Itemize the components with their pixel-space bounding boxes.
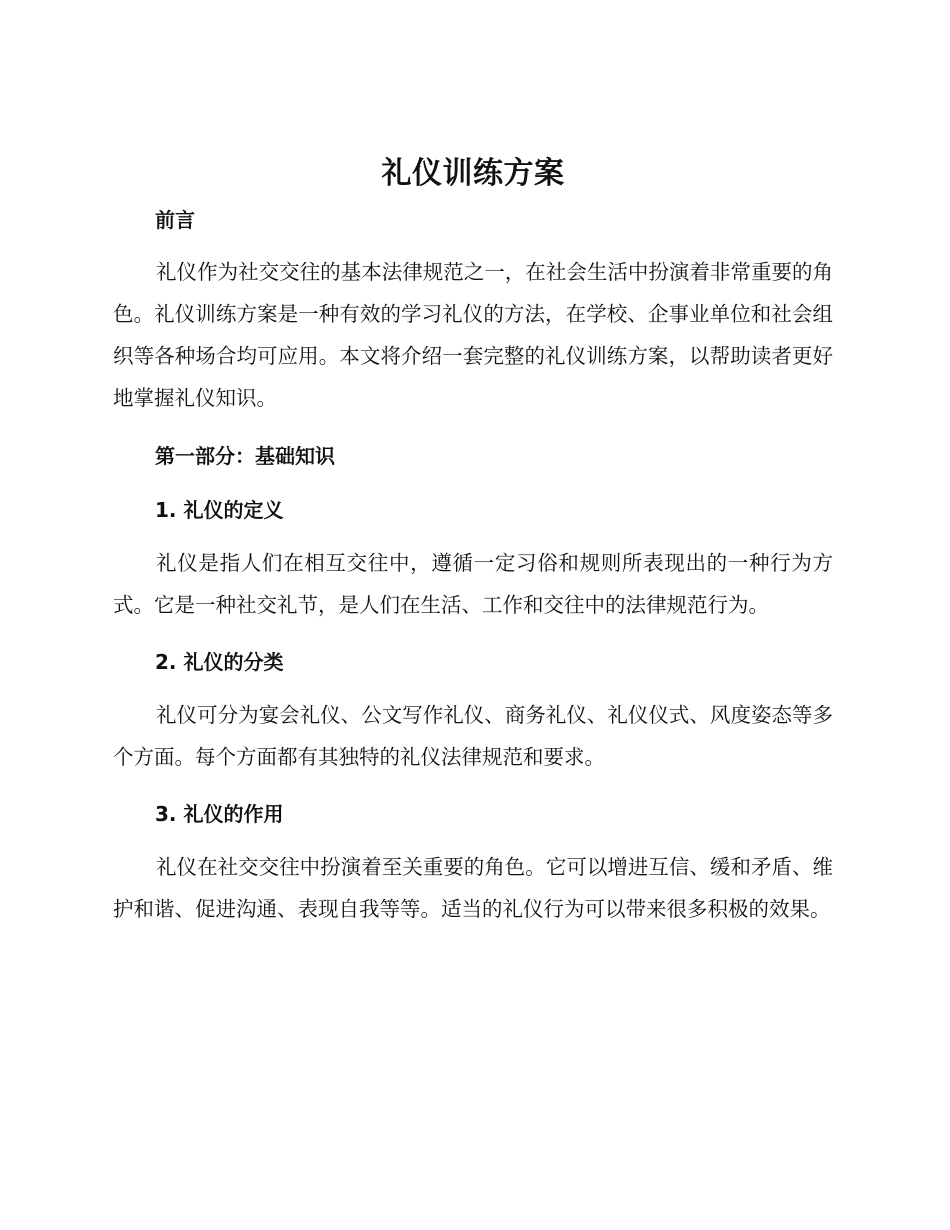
document-body [113,150,833,930]
section-heading-part1: 第一部分：基础知识 [155,444,335,468]
section-heading-preface: 前言 [155,208,195,232]
document-title: 礼仪训练方案 [381,156,565,191]
subsection-heading-role: 3. 礼仪的作用 [155,802,284,826]
subsection-heading-classification: 2. 礼仪的分类 [155,650,284,674]
paragraph-definition: 礼仪是指人们在相互交往中，遵循一定习俗和规则所表现出的一种行为方式。它是一种社交礼节，是人们在生活、工作和交往中的法律规范行为。 [113,551,833,617]
subsection-heading-definition: 1. 礼仪的定义 [155,498,284,522]
paragraph-role: 礼仪在社交交往中扮演着至关重要的角色。它可以增进互信、缓和矛盾、维护和谐、促进沟通、表现自我等等。适当的礼仪行为可以带来很多积极的效果。 [113,855,833,921]
paragraph-classification: 礼仪可分为宴会礼仪、公文写作礼仪、商务礼仪、礼仪仪式、风度姿态等多个方面。每个方面都有其独特的礼仪法律规范和要求。 [113,703,833,769]
paragraph-preface: 礼仪作为社交交往的基本法律规范之一，在社会生活中扮演着非常重要的角色。礼仪训练方案是一种有效的学习礼仪的方法，在学校、企事业单位和社会组织等各种场合均可应用。本文将介绍一套完整的礼仪训练方案，以帮助读者更好地掌握礼仪知识。 [113,260,833,410]
